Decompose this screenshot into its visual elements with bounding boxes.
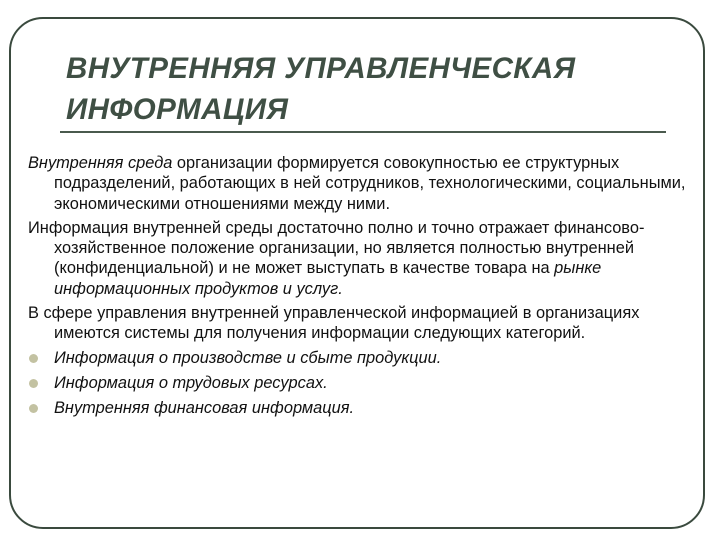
slide-body [28, 153, 698, 424]
slide-title [66, 48, 686, 130]
info-market-term: рынке информационных продуктов и услуг. [54, 259, 602, 298]
list-item [28, 398, 698, 418]
bullet-text: Информация о трудовых ресурсах. [54, 373, 328, 392]
title-underline [60, 131, 666, 133]
paragraph-internal-environment [28, 153, 698, 214]
title-line-2: ИНФОРМАЦИЯ [66, 93, 289, 126]
internal-environment-term: Внутренняя среда [28, 154, 173, 172]
paragraph-1-text: организации формируется совокупностью ее структурных подразделений, работающих в ней сотрудников, технологическими, социальными, экономическими отношениями между ними. [54, 154, 686, 213]
paragraph-2-text: Информация внутренней среды достаточно полно и точно отражает финансово-хозяйственное положение организации, но является полностью внутренней (конфиденциальной) и не может выступать в качестве товара на [28, 218, 645, 278]
title-line-1: ВНУТРЕННЯЯ УПРАВЛЕНЧЕСКАЯ [66, 52, 576, 85]
bullet-dot-icon [29, 404, 38, 413]
paragraph-internal-information [28, 218, 698, 299]
paragraph-management-systems [28, 303, 698, 344]
bullet-text: Информация о производстве и сбыте продукции. [54, 348, 442, 367]
bullet-dot-icon [29, 354, 38, 363]
list-item [28, 373, 698, 393]
category-list [28, 348, 698, 419]
list-item [28, 348, 698, 368]
bullet-dot-icon [29, 379, 38, 388]
bullet-text: Внутренняя финансовая информация. [54, 399, 355, 418]
paragraph-3-text: В сфере управления внутренней управленческой информацией в организациях имеются системы для получения информации следующих категорий. [28, 304, 640, 343]
